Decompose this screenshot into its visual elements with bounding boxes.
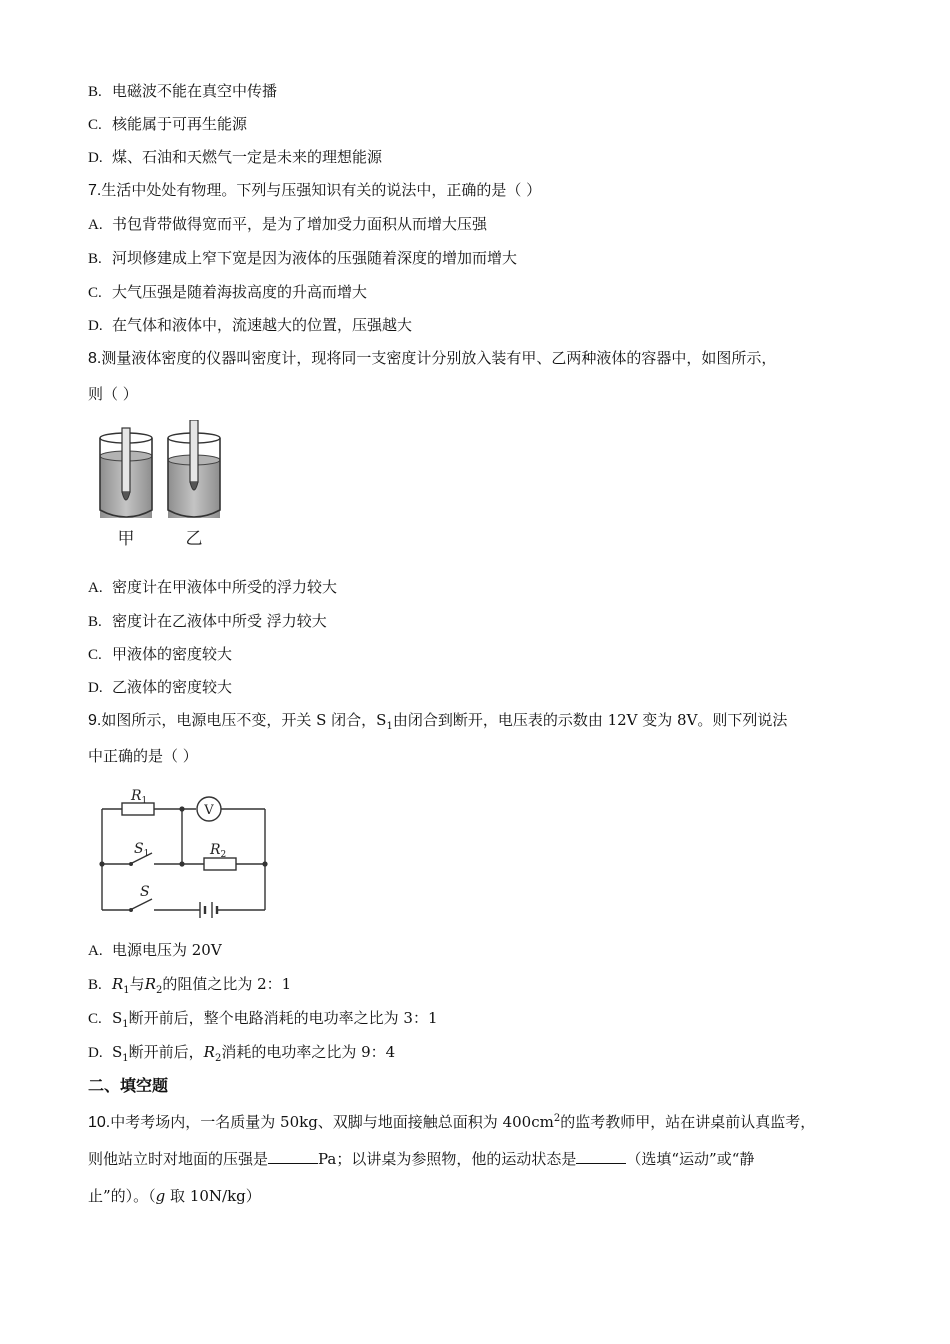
q8-option-a: A. 密度计在甲液体中所受的浮力较大 <box>88 578 338 596</box>
label-jia: 甲 <box>117 529 135 549</box>
q10-line1: 10.中考考场内，一名质量为 50kg、双脚与地面接触总面积为 $400cm^2$的监考教师甲，站在讲桌前认真监考， <box>88 1113 816 1131</box>
q9-stem-line1: 9.如图所示，电源电压不变，开关 S 闭合，$S_1$由闭合到断开，电压表的示数由 12V 变为 8V。则下列说法 <box>88 711 788 732</box>
circuit-diagram <box>96 783 272 918</box>
answer-blank-motion[interactable] <box>576 1149 626 1164</box>
q8-stem-line2: 则（ ） <box>88 385 138 403</box>
q6-option-d: D. 煤、石油和天燃气一定是未来的理想能源 <box>88 148 383 166</box>
beaker-jia <box>100 428 152 518</box>
q7-option-d: D. 在气体和液体中，流速越大的位置，压强越大 <box>88 316 413 334</box>
q9-option-a: A. 电源电压为 20V <box>88 941 222 959</box>
label-s1: $S_1$ <box>134 841 150 859</box>
label-r2: $R_2$ <box>210 842 227 860</box>
q7-stem: 7.生活中处处有物理。下列与压强知识有关的说法中，正确的是（ ） <box>88 181 542 199</box>
answer-blank-pressure[interactable] <box>268 1149 318 1164</box>
q9-option-d: D. $S_1$断开前后，$R_2$消耗的电功率之比为 9：4 <box>88 1043 396 1064</box>
q8-option-c: C. 甲液体的密度较大 <box>88 645 233 663</box>
q7-option-a: A. 书包背带做得宽而平，是为了增加受力面积从而增大压强 <box>88 215 488 233</box>
q10-line3: 止”的）。（g 取 10N/kg） <box>88 1187 261 1205</box>
label-r1: $R_1$ <box>131 788 148 806</box>
q8-stem-line1: 8.测量液体密度的仪器叫密度计，现将同一支密度计分别放入装有甲、乙两种液体的容器中，如图所示， <box>88 349 777 367</box>
resistor-r1 <box>122 803 154 815</box>
q8-option-d: D. 乙液体的密度较大 <box>88 678 233 696</box>
q7-option-b: B. 河坝修建成上窄下宽是因为液体的压强随着深度的增加而增大 <box>88 249 518 267</box>
hydrometer-figure <box>92 420 232 555</box>
q6-option-b: B. 电磁波不能在真空中传播 <box>88 82 278 100</box>
label-v: V <box>204 803 214 818</box>
q7-option-c: C. 大气压强是随着海拔高度的升高而增大 <box>88 283 368 301</box>
q10-line2: 则他站立时对地面的压强是 Pa；以讲桌为参照物，他的运动状态是 （选填“运动”或“静 <box>88 1150 755 1168</box>
q6-option-c: C. 核能属于可再生能源 <box>88 115 248 133</box>
q9-option-c: C. $S_1$断开前后，整个电路消耗的电功率之比为 3：1 <box>88 1009 438 1030</box>
label-yi: 乙 <box>185 529 203 549</box>
q9-stem-line2: 中正确的是（ ） <box>88 747 198 765</box>
q8-option-b: B. 密度计在乙液体中所受 浮力较大 <box>88 612 327 630</box>
label-s: S <box>140 884 150 900</box>
beaker-yi <box>168 420 220 518</box>
battery <box>200 902 217 918</box>
section-heading-fill-in: 二、填空题 <box>88 1076 169 1095</box>
switch-s <box>132 899 152 909</box>
q9-option-b: B. $R_1$与$R_2$的阻值之比为 2：1 <box>88 975 292 996</box>
